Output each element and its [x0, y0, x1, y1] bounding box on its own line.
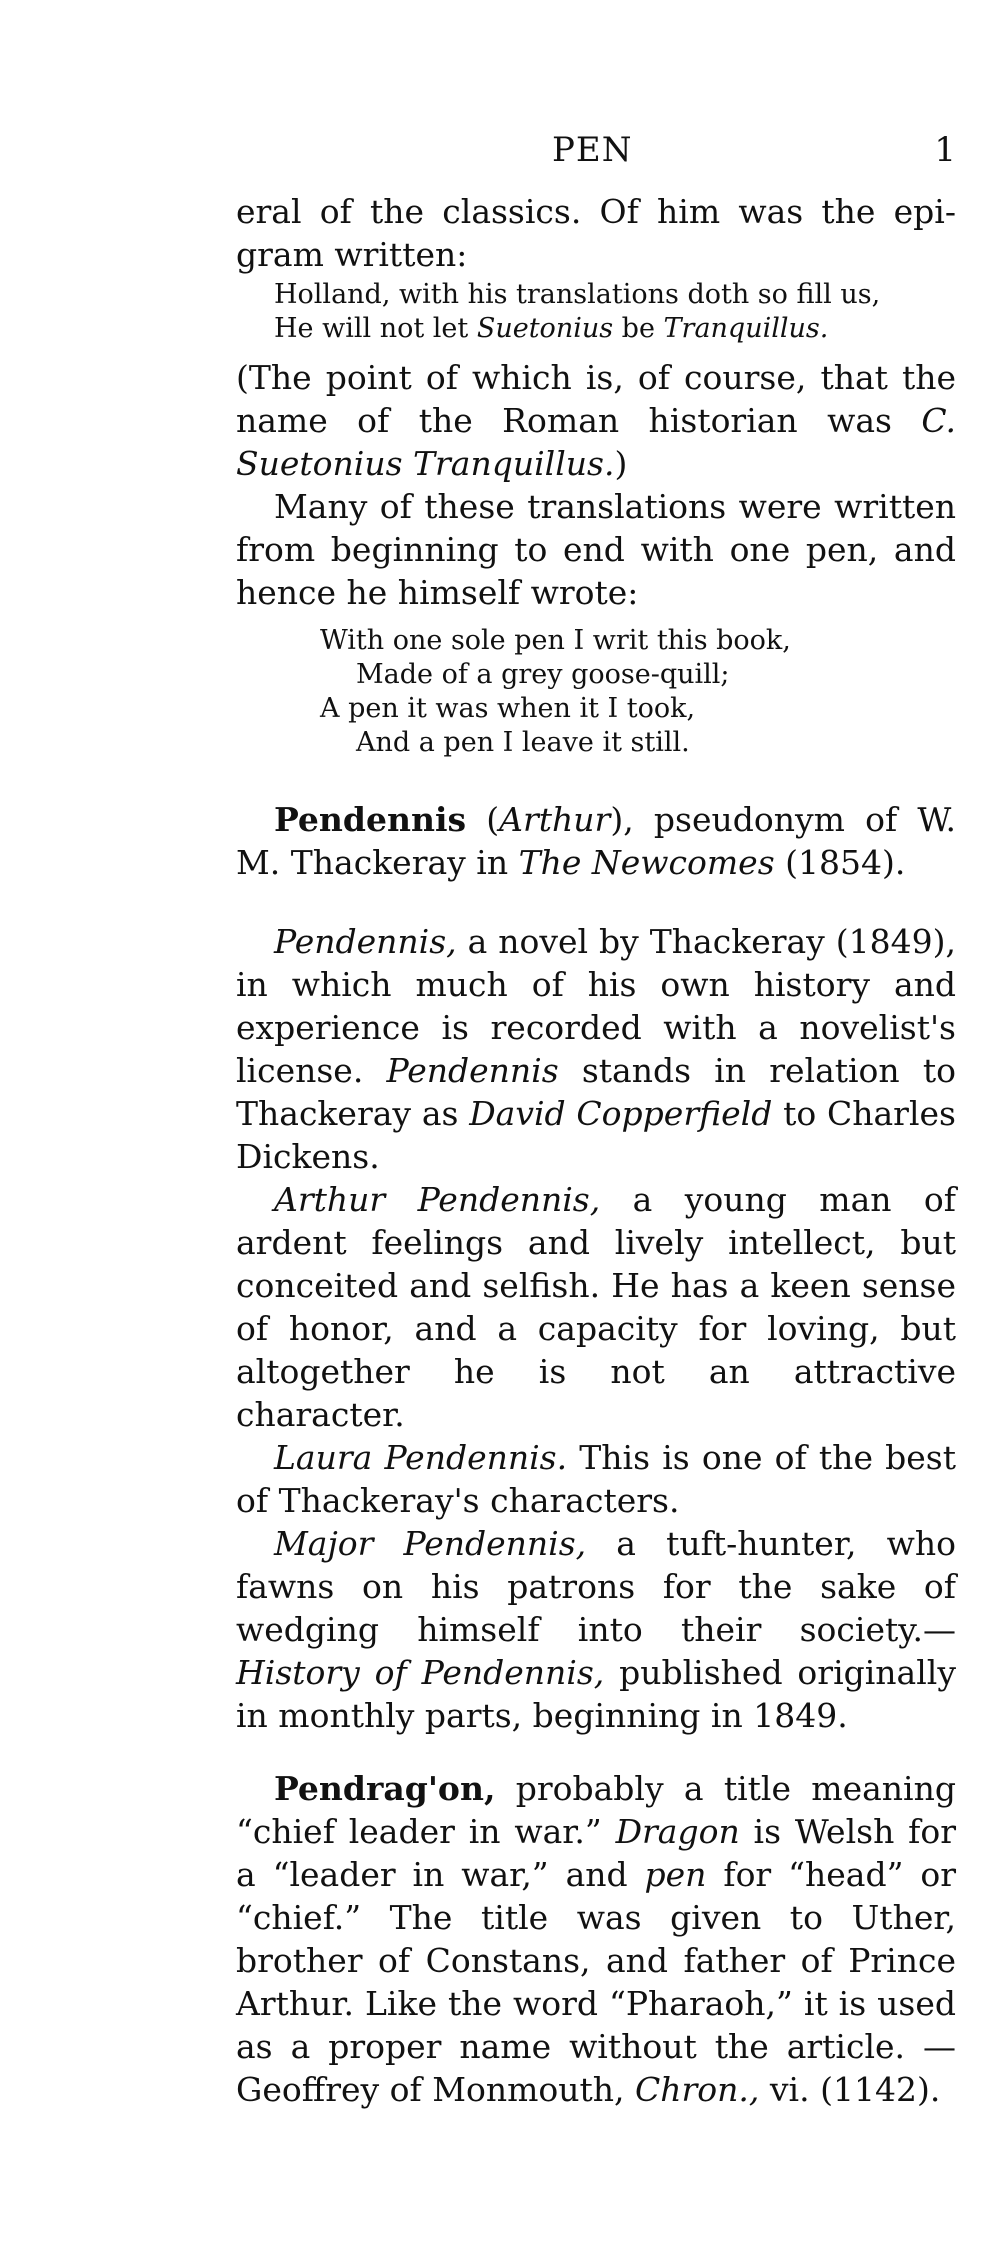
epigram-line-2-text: He will not let — [274, 313, 477, 344]
poem-line: With one sole pen I writ this book, — [320, 625, 791, 656]
epigram-quote — [274, 278, 956, 346]
pen-word: pen — [644, 1855, 707, 1894]
tranquillus-name: Tranquillus. — [663, 313, 829, 344]
source-title: History of Pendennis, — [236, 1653, 605, 1692]
head-word: PEN — [552, 130, 633, 170]
entry-major-pendennis — [236, 1522, 956, 1737]
newcomes-title: The Newcomes — [518, 843, 775, 882]
epigram-line-1: Holland, with his translations doth so fill us, — [274, 279, 881, 310]
entry-text: published originally in monthly parts, beginning in 1849. — [236, 1653, 956, 1735]
entry-headword: Pendennis — [274, 800, 467, 839]
entry-text: a tuft-hunter, who fawns on his patrons for the sake of wedging himself into their society.— — [236, 1524, 956, 1649]
character-name: Arthur Pendennis, — [274, 1180, 601, 1219]
entry-text: vi. (1142). — [759, 2070, 941, 2109]
entry-headword: Pendrag'on, — [274, 1769, 496, 1808]
novel-title: Pendennis, — [274, 922, 457, 961]
entry-text: a novel by Thackeray (1849), in which much of his own history and experience is recorded with a novelist's license. — [236, 922, 956, 1090]
dragon-word: Dragon — [615, 1812, 740, 1851]
dictionary-page — [236, 130, 956, 2111]
running-head — [236, 130, 956, 190]
entry-pendragon — [236, 1767, 956, 2111]
entry-text: ), pseudonym of W. M. Thackeray in — [236, 800, 957, 882]
entry-text: This is one of the best of Thackeray's characters. — [236, 1438, 956, 1520]
poem-line: Made of a grey goose-quill; — [356, 659, 730, 690]
continuation-paragraph: eral of the classics. Of him was the epi-gram written: — [236, 192, 956, 274]
explanation-close: ) — [614, 444, 628, 483]
explanation-paragraph — [236, 356, 956, 485]
arthur-name: Arthur — [499, 800, 611, 839]
translations-paragraph: Many of these translations were written from beginning to end with one pen, and hence he himself wrote: — [236, 487, 956, 612]
david-copperfield-title: David Copperfield — [469, 1094, 773, 1133]
epigram-line-2-mid: be — [613, 313, 664, 344]
page-number: 1 — [934, 130, 956, 170]
pen-poem — [320, 624, 956, 760]
entry-text: ( — [466, 800, 500, 839]
character-name: Major Pendennis, — [274, 1524, 587, 1563]
entry-text: stands in relation to Thackeray as — [236, 1051, 956, 1133]
suetonius-name: Suetonius — [476, 313, 614, 344]
historian-name: C. Suetonius Tranquillus. — [236, 401, 956, 483]
entry-text: for “head” or “chief.” The title was given to Uther, brother of Constans, and father of Prince Arthur. Like the word “Pharaoh,” it is used as a proper name without the article. —Geoffrey of Monmouth, — [236, 1855, 956, 2109]
epigram-line-2 — [274, 312, 956, 346]
entry-text: probably a title meaning “chief leader in war.” — [236, 1769, 956, 1851]
entry-pendennis-pseudonym — [236, 798, 956, 884]
entry-arthur-pendennis — [236, 1178, 956, 1436]
entry-text: is Welsh for a “leader in war,” and — [236, 1812, 956, 1894]
chron-abbrev: Chron., — [635, 2070, 760, 2109]
poem-line: A pen it was when it I took, — [320, 693, 696, 724]
entry-text: a young man of ardent feelings and lively intellect, but conceited and selfish. He has a keen sense of honor, and a capacity for loving, but altogether he is not an attractive character. — [236, 1180, 956, 1434]
entry-pendennis-novel — [236, 920, 956, 1178]
poem-line: And a pen I leave it still. — [356, 727, 690, 758]
explanation-text: (The point of which is, of course, that the name of the Roman historian was — [236, 358, 956, 440]
entry-text: (1854). — [774, 843, 906, 882]
character-name: Laura Pendennis. — [274, 1438, 568, 1477]
novel-title-2: Pendennis — [386, 1051, 559, 1090]
entry-laura-pendennis — [236, 1436, 956, 1522]
entry-text: to Charles Dickens. — [236, 1094, 956, 1176]
